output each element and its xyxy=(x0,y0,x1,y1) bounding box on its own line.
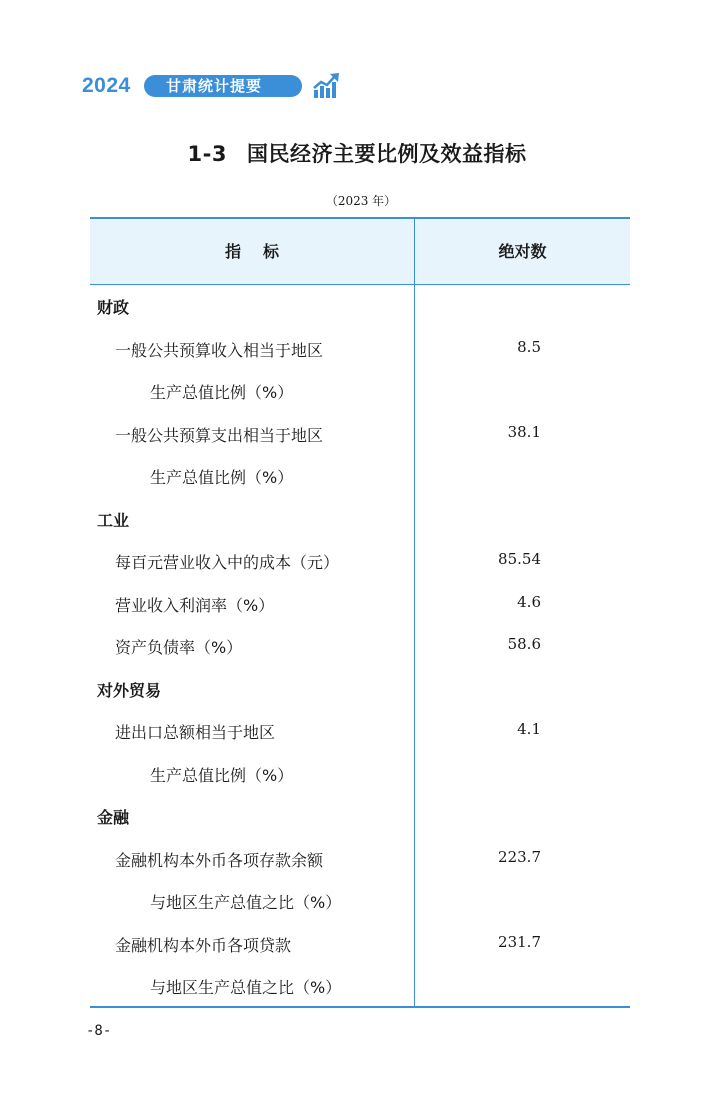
table-row xyxy=(90,965,630,1007)
indicator-value: 223.7 xyxy=(498,847,541,866)
indicator-table xyxy=(90,217,630,1008)
category-label: 工业 xyxy=(97,510,130,530)
indicator-label: 与地区生产总值之比（%） xyxy=(150,978,342,997)
indicator-value: 8.5 xyxy=(517,337,541,356)
table-row xyxy=(90,498,630,540)
indicator-label: 每百元营业收入中的成本（元） xyxy=(115,553,340,572)
table-row xyxy=(90,710,630,752)
indicator-label: 金融机构本外币各项存款余额 xyxy=(115,850,324,870)
table-row xyxy=(90,880,630,922)
category-label: 对外贸易 xyxy=(97,680,162,700)
indicator-label: 一般公共预算支出相当于地区 xyxy=(115,425,324,445)
column-header-value: 绝对数 xyxy=(498,242,547,261)
column-header-indicator: 指标 xyxy=(224,242,301,261)
table-row xyxy=(90,455,630,497)
table-title xyxy=(0,138,714,168)
category-label: 财政 xyxy=(97,298,130,317)
indicator-label: 进出口总额相当于地区 xyxy=(115,723,276,742)
indicator-value: 85.54 xyxy=(498,550,541,568)
table-row xyxy=(90,838,630,880)
header-year: 2024 xyxy=(82,74,131,97)
category-label: 金融 xyxy=(97,808,130,827)
indicator-label: 生产总值比例（%） xyxy=(150,468,294,487)
indicator-value: 58.6 xyxy=(507,635,541,653)
table-row xyxy=(90,540,630,582)
indicator-label: 与地区生产总值之比（%） xyxy=(150,893,342,912)
indicator-label: 生产总值比例（%） xyxy=(150,765,294,785)
indicator-label: 生产总值比例（%） xyxy=(150,383,294,402)
table-row xyxy=(90,668,630,710)
table-row xyxy=(90,583,630,625)
table-row xyxy=(90,923,630,965)
table-title-text: 国民经济主要比例及效益指标 xyxy=(246,142,527,166)
indicator-value: 231.7 xyxy=(498,932,541,951)
table-subtitle: （2023 年） xyxy=(325,194,397,208)
page-number: -8- xyxy=(86,1023,112,1039)
indicator-label: 资产负债率（%） xyxy=(115,638,243,657)
trend-chart-icon xyxy=(312,72,340,100)
running-header xyxy=(82,72,352,100)
table-header xyxy=(90,219,630,285)
table-row xyxy=(90,413,630,455)
table-row xyxy=(90,753,630,795)
table-row xyxy=(90,625,630,667)
table-row xyxy=(90,795,630,837)
table-number: 1-3 xyxy=(187,142,227,166)
indicator-value: 4.1 xyxy=(517,720,541,738)
table-row xyxy=(90,328,630,370)
indicator-label: 营业收入利润率（%） xyxy=(115,595,275,615)
header-book-title: 甘肃统计提要 xyxy=(144,75,302,97)
indicator-value: 4.6 xyxy=(517,592,541,611)
indicator-value: 38.1 xyxy=(507,422,541,441)
table-row xyxy=(90,285,630,327)
indicator-label: 金融机构本外币各项贷款 xyxy=(115,935,292,955)
indicator-label: 一般公共预算收入相当于地区 xyxy=(115,340,324,360)
table-row xyxy=(90,370,630,412)
